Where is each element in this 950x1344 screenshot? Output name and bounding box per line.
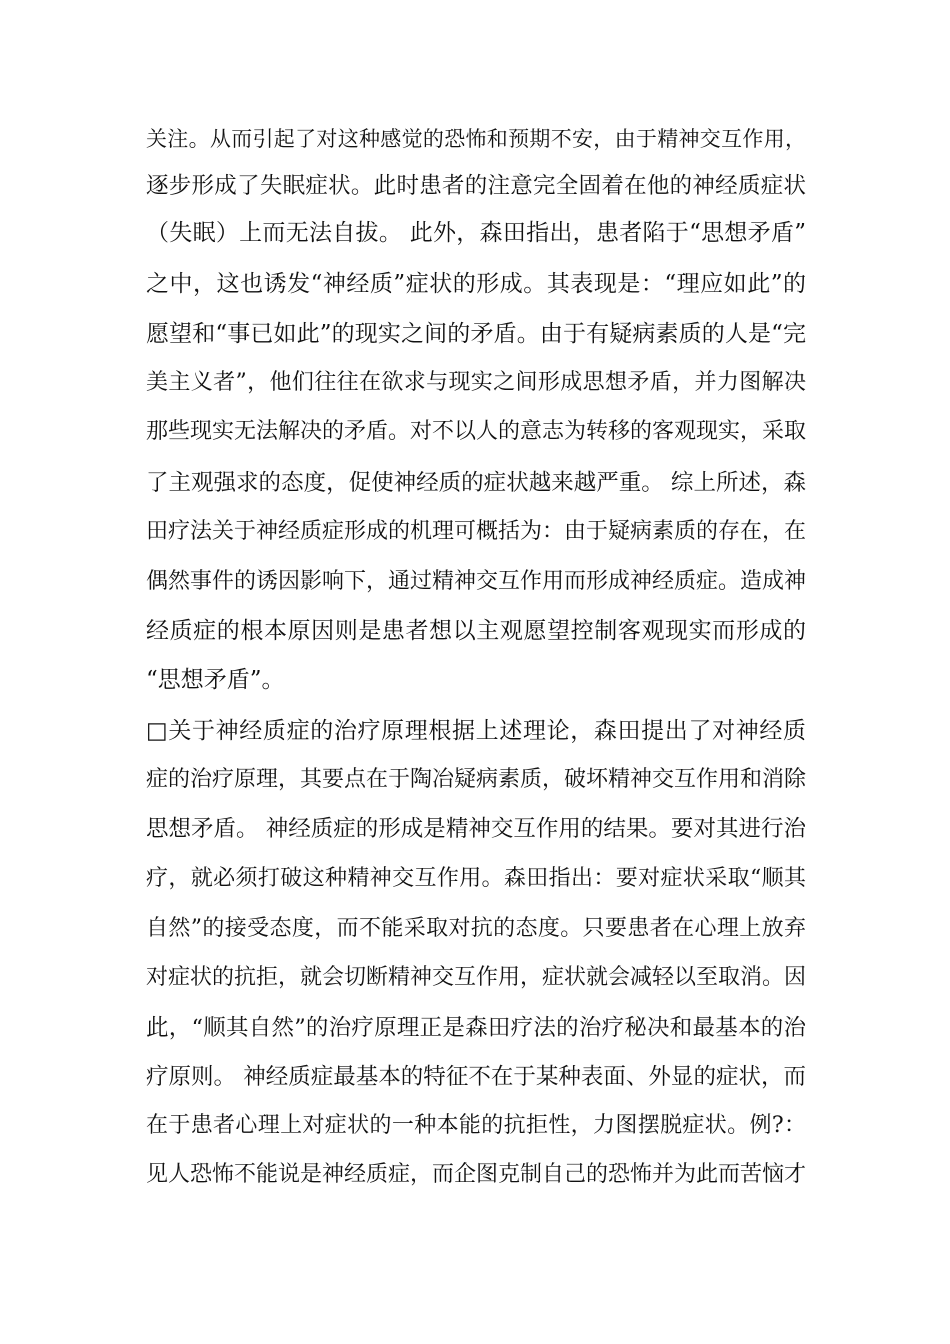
text-line: 偶然事件的诱因影响下，通过精神交互作用而形成神经质症。造成神 (146, 569, 806, 594)
text-line: 愿望和“事已如此”的现实之间的矛盾。由于有疑病素质的人是“完 (146, 321, 806, 347)
text-line: 见人恐怖不能说是神经质症，而企图克制自己的恐怖并为此而苦恼才 (146, 1162, 806, 1187)
text-line: 逐步形成了失眠症状。此时患者的注意完全固着在他的神经质症状 (146, 173, 806, 199)
text-line: 对症状的抗拒，就会切断精神交互作用，症状就会减轻以至取消。因 (146, 965, 806, 990)
text-line: □关于神经质症的治疗原理根据上述理论，森田提出了对神经质 (146, 718, 806, 744)
text-line: （失眠）上而无法自拔。 此外，森田指出，患者陷于“思想矛盾” (146, 220, 806, 246)
text-line: 那些现实无法解决的矛盾。对不以人的意志为转移的客观现实，采取 (146, 419, 806, 444)
text-line: 经质症的根本原因则是患者想以主观愿望控制客观现实而形成的 (146, 618, 806, 644)
text-line: “思想矛盾”。 (146, 667, 285, 693)
text-line: 思想矛盾。 神经质症的形成是精神交互作用的结果。要对其进行治 (146, 816, 806, 842)
text-line: 田疗法关于神经质症形成的机理可概括为：由于疑病素质的存在，在 (146, 519, 806, 544)
text-line: 疗，就必须打破这种精神交互作用。森田指出：要对症状采取“顺其 (146, 866, 806, 891)
text-line: 在于患者心理上对症状的一种本能的抗拒性，力图摆脱症状。例?： (146, 1113, 806, 1138)
text-line: 此，“顺其自然”的治疗原理正是森田疗法的治疗秘决和最基本的治 (146, 1015, 806, 1041)
text-line: 之中，这也诱发“神经质”症状的形成。其表现是：“理应如此”的 (146, 271, 806, 297)
text-line: 自然”的接受态度，而不能采取对抗的态度。只要患者在心理上放弃 (146, 916, 806, 941)
text-line: 美主义者”，他们往往在欲求与现实之间形成思想矛盾，并力图解决 (146, 370, 806, 395)
text-line: 关注。从而引起了对这种感觉的恐怖和预期不安，由于精神交互作用， (146, 127, 806, 151)
text-line: 了主观强求的态度，促使神经质的症状越来越严重。 综上所述，森 (146, 470, 806, 496)
text-line: 疗原则。 神经质症最基本的特征不在于某种表面、外显的症状，而 (146, 1064, 806, 1090)
text-line: 症的治疗原理，其要点在于陶冶疑病素质，破坏精神交互作用和消除 (146, 767, 806, 792)
